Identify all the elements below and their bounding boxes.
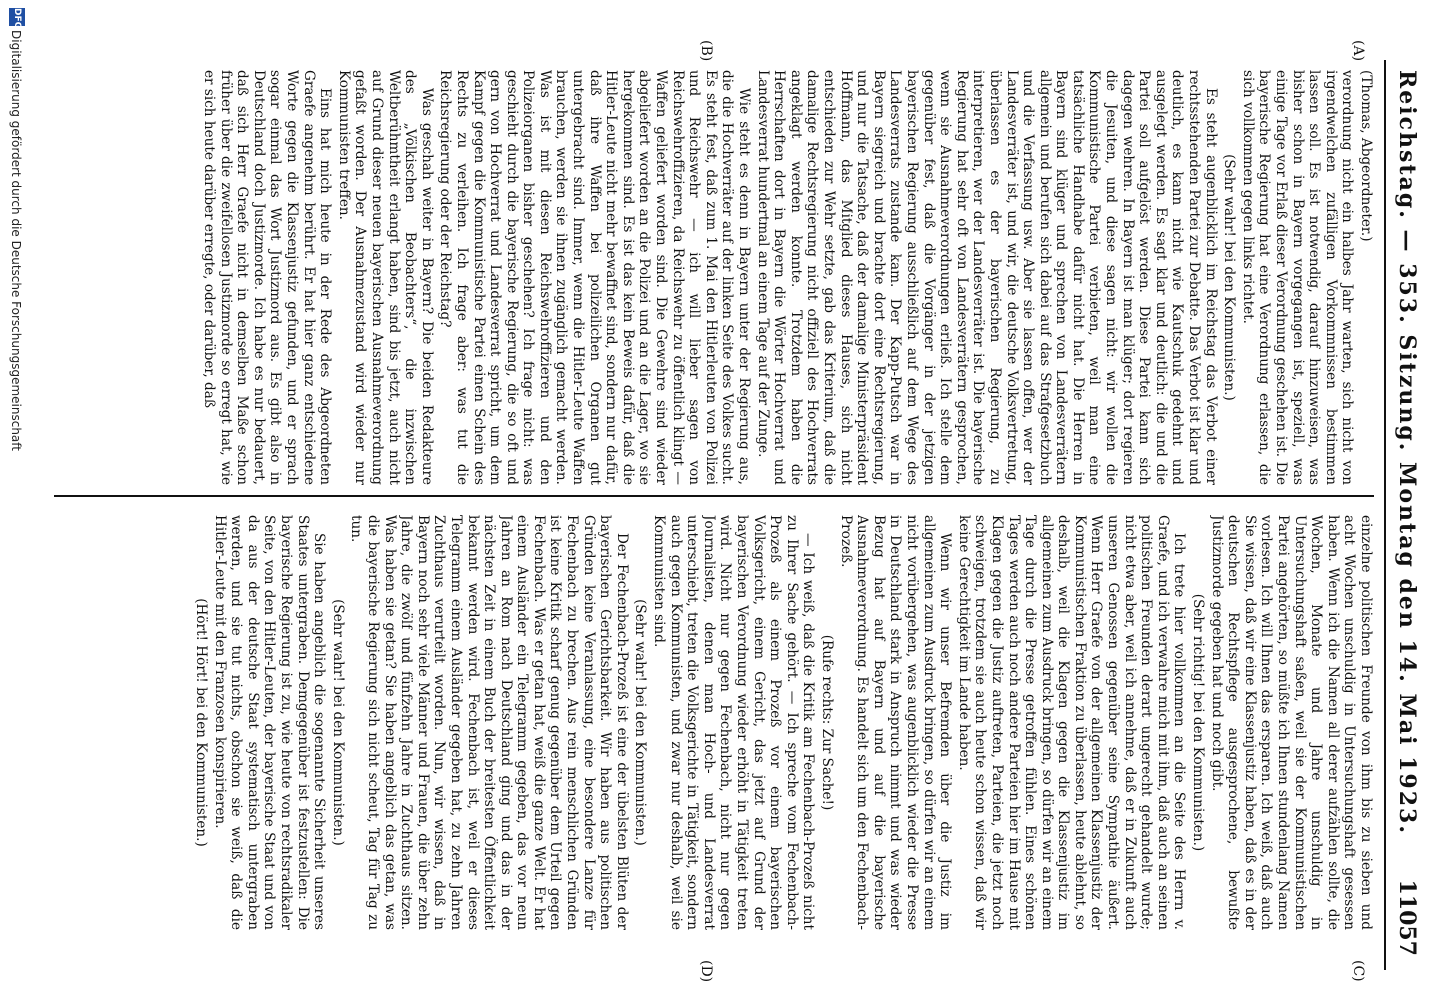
column-divider	[54, 495, 1374, 497]
page-number: 11057	[1394, 879, 1420, 956]
paragraph: (Sehr richtig! bei den Kommunisten.)	[1190, 593, 1207, 852]
paragraph: (Thomas, Abgeordneter.)	[1358, 70, 1374, 242]
paragraph: Ich trete hier vollkommen an die Seite des Herrn v. Graefe, und ich verwahre mich mit ihm, daß auch an seinen politischen Freunden derart ungerecht gehandelt wurde; nicht etwa aber, weil ich annehme, daß er in Zukunft auch unseren Genossen gegenüber seine Sympathie äußert. Wenn Herr Graefe von der allgemeinen Klassenjustiz der Kommunistischen Fraktion zu überlassen, heute ablehnt, so deshalb, weil die Klagen gegen die Klassenjustiz im allgemeinen zum Ausdruck bringen, so dürfen wir an einem Tage durch die Presse getroffen fühlen. Eines schönen Tages werden auch noch andere Parteien hier im Hause mit Klagen gegen die Justiz auftreten, Parteien, die jetzt noch schweigen, trotzdem sie auch heute schon wissen, daß wir keine Gerechtigkeit im Lande haben.	[955, 515, 1188, 930]
paragraph: Es steht augenblicklich im Reichstag das Verbot einer rechtsstehenden Partei zur Debatte. Das Verbot ist klar und deutlich, es kann nicht wie Kautschuk gedehnt und ausgelegt werden. Es sagt klar und deutlich: die und die Partei soll aufgelöst werden. Diese Partei kann sich dagegen wehren. In Bayern ist man klüger; dort regieren die Jesuiten, und diese sagen nicht: wir wollen die Kommunistische Partei verbieten, weil man eine tatsächliche Handhabe dafür nicht hat. Die Herren in Bayern sind klüger und sprechen von Landesverrätern allgemein und berufen sich dabei auf das Strafgesetzbuch und die Verfassung usw. Aber sie lassen offen, wer der Landesverräter ist, und wir, die deutsche Volksvertretung, überlassen es der bayerischen Regierung, zu interpretieren, wer der Landesverräter ist. Die bayerische Regierung hat sehr oft von Landesverrätern gesprochen, wenn sie Ausnahmeverordnungen erließ. Ich stelle dem gegenüber fest, daß die Vorgänger in der jetzigen bayerischen Regierung ausschließlich auf dem Wege des Landesverrats zustande kam. Der Kapp-Putsch war in Bayern siegreich und brachte dort eine Rechtsregierung, und nur die Tatsache, daß der damalige Ministerpräsident Hoffmann, das Mitglied dieses Hauses, sich nicht entschieden zur Wehr setzte, gab das Kriterium, daß die damalige Rechtsregierung nicht offiziell des Hochverrats angeklagt werden konnte. Trotzdem haben die Herrschaften dort in Bayern die Wörter Hochverrat und Landesverrat hundertmal an einem Tage auf der Zunge.	[754, 70, 1219, 485]
paragraph: Der Fechenbach-Prozeß ist eine der übelsten Blüten der bayerischen Gerichtsbarkeit. Wir haben aus politischen Gründen keine Veranlassung, eine besondere Lanze für Fechenbach zu brechen. Aus rein menschlichen Gründen ist keine Kritik scharf genug gegenüber dem Urteil gegen Fechenbach. Was er getan hat, weiß die ganze Welt. Er hat einem Ausländer ein Telegramm gegeben, das vor neun Jahren an Rom nach Deutschland ging und das in der nächsten Zeit in einem Buch der breitesten Öffentlichkeit bekannt werden wird. Fechenbach ist, weil er dieses Telegramm einem Ausländer gegeben hat, zu zehn Jahren Zuchthaus verurteilt worden. Nun, wir wissen, daß in Bayern noch sehr viele Männer und Frauen, die über zehn Jahre, die zwölf und fünfzehn Jahre in Zuchthaus sitzen. Was haben sie getan? Sie haben angeblich das getan, was die bayerische Regierung sich nicht scheut, Tag für Tag zu tun.	[348, 515, 630, 930]
paragraph: Sie haben angeblich die sogenannte Sicherheit unseres Staates untergraben. Demgegenüber ist festzustellen: Die bayerische Regierung ist zu, wie heute von rechtsradikaler Seite, von den Hitler-Leuten, der bayerische Staat und von da aus der deutsche Staat systematisch untergraben werden, und sie tut nichts, obschon sie weiß, daß die Hitler-Leute mit den Franzosen konspirieren.	[211, 515, 328, 930]
margin-marker-c: (C)	[1350, 960, 1366, 982]
paragraph: verordnung nicht ein halbes Jahr warten, sich nicht von irgendwelchen zufälligen Vorkommnissen bestimmen lassen soll. Es ist notwendig, darauf hinzuweisen, was bisher schon in Bayern vorgegangen ist, speziell, was einige Tage vor Erlaß dieser Verordnung geschehen ist. Die bayerische Regierung hat eine Verordnung erlassen, die sich vollkommen gegen links richtet.	[1239, 70, 1356, 485]
footer	[3, 0, 27, 1000]
paragraph: Was geschah weiter in Bayern? Die beiden Redakteure des „Völkischen Beobachters“, die inzwischen Weltberühmtheit erlangt haben, sind bis jetzt, auch nicht auf Grund dieser neuen bayerischen Ausnahmeverordnung gefaßt worden. Der Ausnahmezustand wird wieder nur Kommunisten treffen.	[335, 70, 435, 485]
paragraph: Eins hat mich heute in der Rede des Abgeordneten Graefe angenehm berührt. Er hat hier ganz entschiedene Worte gegen die Klassenjustiz gefunden, und er sprach sogar einmal das Wort Justizmord aus. Es gibt also in Deutschland doch Justizmorde. Ich habe es nur bedauert, daß sich Herr Graefe nicht in demselben Maße schon früher über die zweifellosen Justizmorde so erregt hat, wie er sich heute darüber erregte, oder darüber, daß	[201, 70, 334, 485]
left-column	[44, 70, 1374, 485]
paragraph: (Hört! Hört! bei den Kommunisten.)	[193, 598, 210, 847]
right-column	[44, 515, 1374, 930]
paragraph: Wenn wir unser Befremden über die Justiz im allgemeinen zum Ausdruck bringen, so dürfen wir an einem nicht vorübergehen, was augenblicklich wieder die Presse in Deutschland stark in Anspruch nimmt und was wieder Bezug hat auf Bayern und auf die bayerische Ausnahmeverordnung. Es handelt sich um den Fechenbach-Prozeß.	[837, 515, 954, 930]
running-head	[1382, 0, 1434, 1000]
paragraph: (Sehr wahr! bei den Kommunisten.)	[329, 599, 346, 846]
paragraph: einzelne politischen Freunde von ihm bis zu sieben und acht Wochen unschuldig in Untersuchungshaft gesessen haben. Wenn ich die Namen all derer aufzählen sollte, die Wochen, Monate und Jahre unschuldig in Untersuchungshaft saßen, weil sie der Kommunistischen Partei angehörten, so müßte ich Ihnen stundenlang Namen vorlesen. Ich will Ihnen das ersparen. Ich weiß, daß auch Sie wissen, daß wir eine Klassenjustiz haben, daß es in der deutschen Rechtspflege ausgesprochene, bewußte Justizmorde gegeben hat und noch gibt.	[1208, 515, 1374, 930]
paragraph: (Sehr wahr! bei den Kommunisten.)	[632, 599, 649, 846]
paragraph: Wie steht es denn in Bayern unter der Regierung aus, die die Hochverräter auf der linken Seite des Volkes sucht. Es steht fest, daß zum 1. Mai den Hitlerleuten von Polizei und Reichswehr — ich will lieber sagen von Reichswehroffizieren, da Reichswehr zu öffentlich klingt — Waffen geliefert worden sind. Die Gewehre sind wieder abgeliefert worden an die Polizei und an die Lager, wo sie hergekommen sind. Es ist das kein Beweis dafür, daß die Hitler-Leute nicht mehr bewaffnet sind, sondern nur dafür, daß ihre Waffen bei polizeilichen Organen gut untergebracht sind. Immer, wenn die Hitler-Leute Waffen brauchen, werden sie ihnen zugänglich gemacht werden. Was ist mit diesen Reichswehroffizieren und den Polizeiorganen bisher geschehen? Ich frage nicht: was geschieht durch die bayerische Regierung, die so oft und gern von Hochverrat und Landesverrat spricht, um dem Kampf gegen die Kommunistische Partei einen Schein des Rechts zu verleihen. Ich frage aber: was tut die Reichsregierung oder der Reichstag?	[437, 70, 753, 485]
paragraph: (Rufe rechts: Zur Sache!)	[819, 634, 835, 811]
margin-marker-a: (A)	[1350, 40, 1366, 62]
header-title: Reichstag. — 353. Sitzung. Montag den 14. Mai 1923.	[1394, 70, 1420, 835]
margin-marker-b: (B)	[698, 40, 714, 62]
margin-marker-d: (D)	[698, 960, 714, 983]
header-rule	[1384, 60, 1386, 970]
dfg-logo: DFG	[9, 8, 25, 26]
paragraph: — Ich weiß, daß die Kritik am Fechenbach-Prozeß nicht zu Ihrer Sache gehört. — Ich spreche vom Fechenbach-Prozeß als einem Prozeß vor einem bayerischen Volksgericht, einem Gericht, das jetzt auf Grund der bayerischen Verordnung wieder erhöht in Tätigkeit treten wird. Nicht nur gegen Fechenbach, nicht nur gegen Journalisten, denen man Hoch- und Landesverrat unterschiebt, treten die Volksgerichte in Tätigkeit, sondern auch gegen Kommunisten, und zwar nur deshalb, weil sie Kommunisten sind.	[651, 515, 817, 930]
paragraph: (Sehr wahr! bei den Kommunisten.)	[1221, 154, 1238, 401]
footer-text: Digitalisierung gefördert durch die Deutsche Forschungsgemeinschaft	[9, 30, 23, 452]
